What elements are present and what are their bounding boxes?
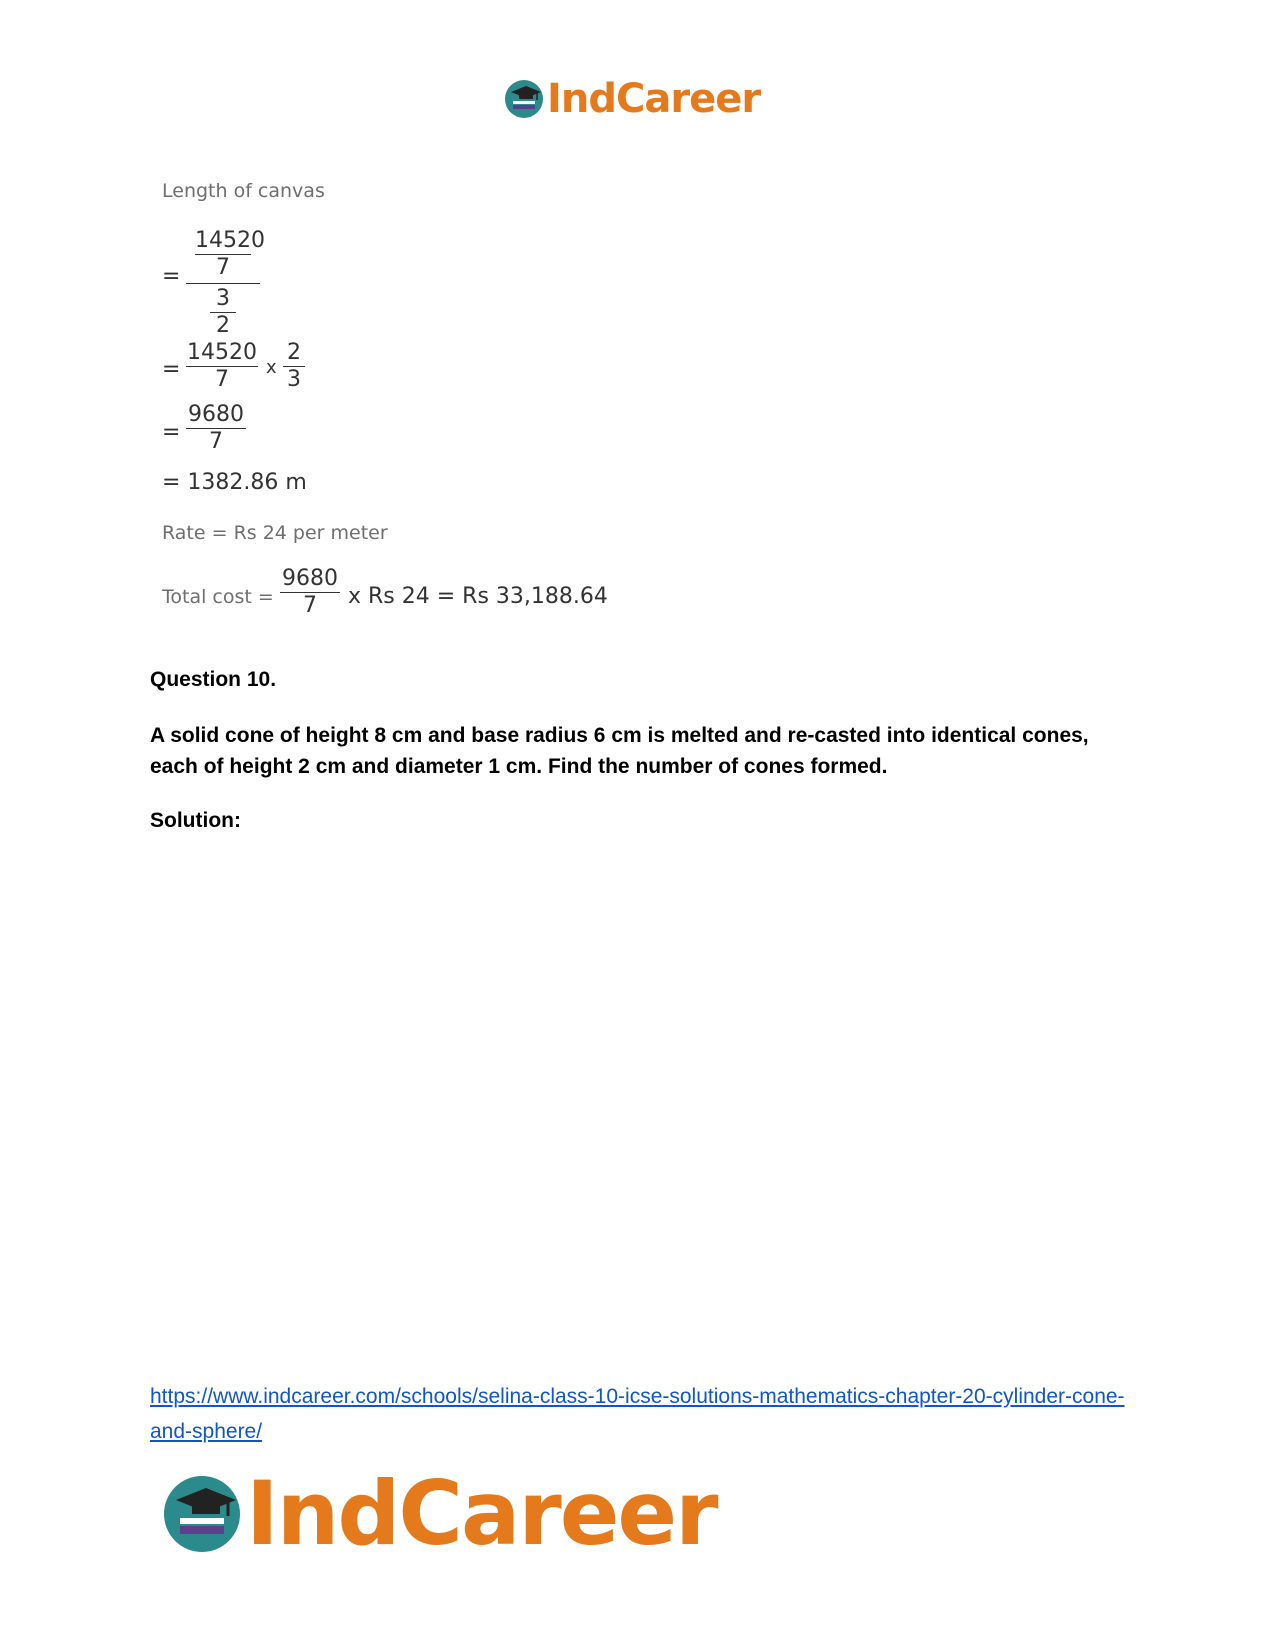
equals-sign: = (162, 264, 181, 289)
main-fraction-bar (186, 283, 260, 284)
times-sign: x (266, 357, 277, 378)
total-cost-result: x Rs 24 = Rs 33,188.64 (348, 584, 608, 609)
equals-sign: = (162, 420, 181, 445)
fraction-denominator: 3 (287, 367, 301, 392)
header-logo (503, 76, 760, 122)
fraction-denominator: 7 (303, 593, 317, 618)
length-label: Length of canvas (162, 180, 325, 202)
fraction-denominator: 7 (216, 255, 230, 280)
fraction-denominator: 7 (215, 367, 229, 392)
fraction (283, 340, 305, 393)
source-link[interactable]: https://www.indcareer.com/schools/selina-class-10-icse-solutions-mathematics-chapter-20-cylinder-cone-and-sphere/ (150, 1385, 1125, 1443)
fraction (186, 402, 246, 455)
rate-line: Rate = Rs 24 per meter (162, 522, 388, 544)
graduation-cap-book-icon (160, 1472, 244, 1556)
fraction (280, 566, 340, 619)
fraction-numerator: 9680 (188, 402, 244, 427)
question-text: A solid cone of height 8 cm and base radius 6 cm is melted and re-casted into identical cones, each of height 2 cm and diameter 1 cm. Find the number of cones formed. (150, 724, 1089, 778)
equals-sign: = (162, 357, 181, 382)
fraction-numerator: 14520 (195, 228, 265, 253)
fraction-denominator: 7 (209, 429, 223, 454)
total-cost-label: Total cost = (162, 586, 274, 608)
solution-label: Solution: (150, 809, 241, 832)
graduation-cap-book-icon (503, 78, 545, 120)
fraction-denominator: 2 (216, 313, 230, 338)
fraction (186, 340, 258, 393)
fraction-numerator: 3 (216, 286, 230, 311)
complex-fraction (186, 228, 265, 339)
logo-wordmark: IndCareer (547, 76, 761, 122)
footer-logo (160, 1462, 717, 1565)
result-line: = 1382.86 m (162, 470, 307, 495)
fraction-numerator: 9680 (282, 566, 338, 591)
fraction-numerator: 2 (287, 340, 301, 365)
fraction-numerator: 14520 (187, 340, 257, 365)
logo-wordmark: IndCareer (246, 1462, 717, 1565)
question-title: Question 10. (150, 668, 277, 691)
